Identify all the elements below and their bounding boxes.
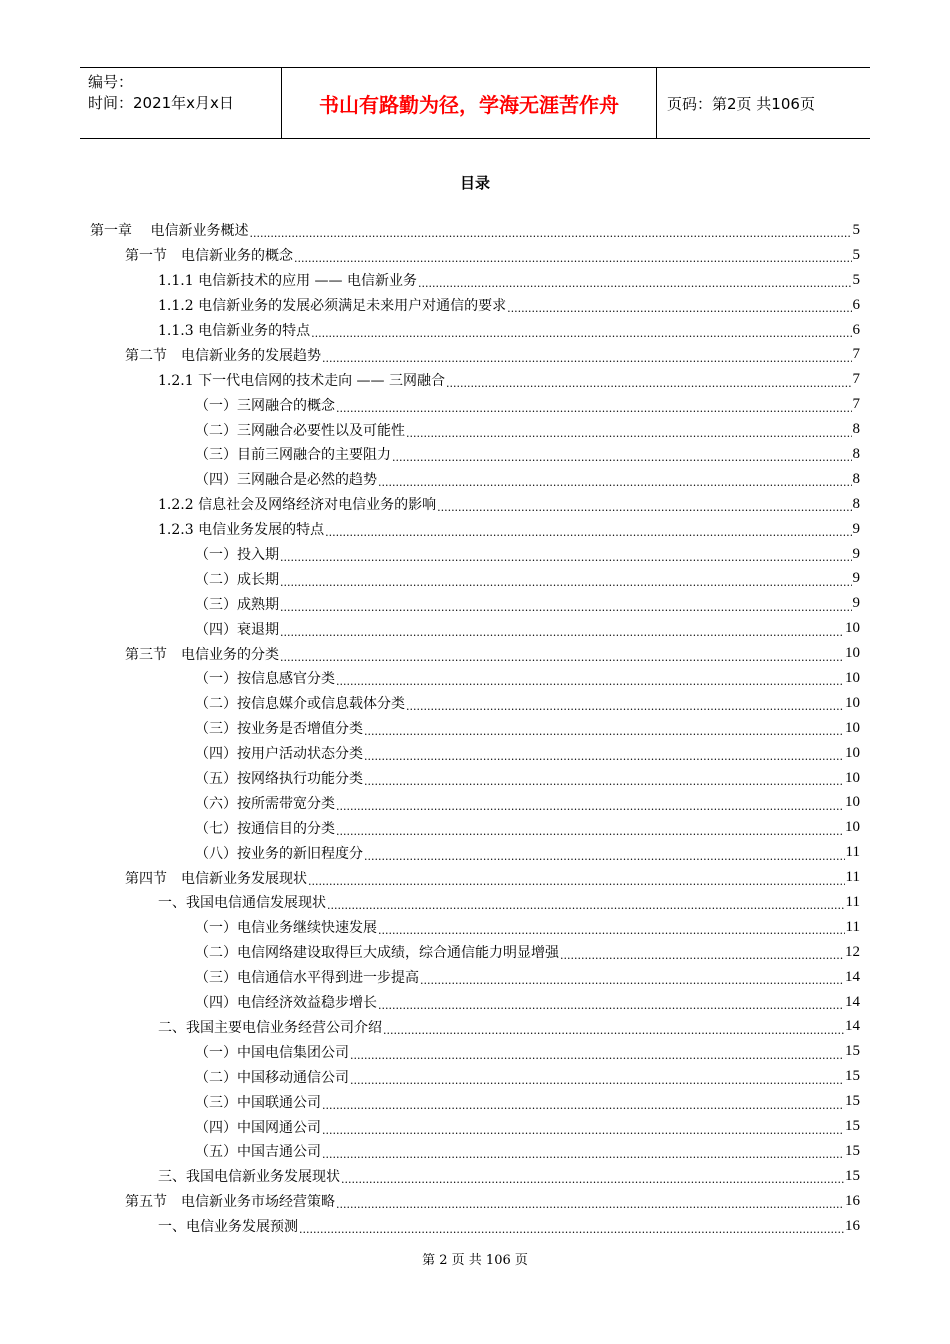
toc-entry-label: （五）中国吉通公司 <box>195 1144 321 1161</box>
toc-entry-label: （四）按用户活动状态分类 <box>195 746 363 763</box>
toc-leader-dots <box>336 798 844 814</box>
toc-entry[interactable] <box>90 666 860 691</box>
toc-leader-dots <box>336 400 852 416</box>
page-footer: 第 2 页 共 106 页 <box>422 1253 528 1268</box>
toc-entry[interactable] <box>90 566 860 591</box>
toc-entry[interactable] <box>90 766 860 791</box>
toc-entry-label: （四）电信经济效益稳步增长 <box>195 995 377 1012</box>
toc-leader-dots <box>350 1047 844 1063</box>
toc-entry[interactable] <box>90 1089 860 1114</box>
toc-leader-dots <box>336 673 844 689</box>
toc-leader-dots <box>446 375 852 391</box>
toc-entry[interactable] <box>90 268 860 293</box>
toc-entry-page: 10 <box>845 819 860 836</box>
number-label: 编号： <box>88 73 134 91</box>
toc-entry-label: （一）电信业务继续快速发展 <box>195 920 377 937</box>
toc-entry-label: 1.1.1 电信新技术的应用 —— 电信新业务 <box>158 273 417 290</box>
toc-entry[interactable] <box>90 641 860 666</box>
toc-entry[interactable] <box>90 392 860 417</box>
toc-entry-page: 11 <box>845 893 860 910</box>
toc-leader-dots <box>378 922 845 938</box>
toc-entry[interactable] <box>90 691 860 716</box>
toc-entry-page: 7 <box>852 371 860 388</box>
toc-entry-page: 16 <box>845 1217 860 1234</box>
toc-entry-label: 一、电信业务发展预测 <box>158 1219 298 1236</box>
toc-leader-dots <box>350 1072 844 1088</box>
toc-entry-page: 15 <box>845 1167 860 1184</box>
toc-leader-dots <box>378 997 844 1013</box>
toc-entry-label: （一）三网融合的概念 <box>195 397 335 414</box>
toc-leader-dots <box>364 773 844 789</box>
toc-entry[interactable] <box>90 218 860 243</box>
toc-leader-dots <box>308 873 845 889</box>
toc-entry-page: 11 <box>845 869 860 886</box>
toc-leader-dots <box>311 325 851 341</box>
toc-leader-dots <box>507 300 851 316</box>
toc-entry-label: （八）按业务的新旧程度分 <box>195 845 363 862</box>
toc-entry-label: （三）按业务是否增值分类 <box>195 721 363 738</box>
toc-entry[interactable] <box>90 890 860 915</box>
toc-leader-dots <box>336 823 844 839</box>
toc-entry-page: 15 <box>845 1093 860 1110</box>
toc-leader-dots <box>299 1221 844 1237</box>
toc-entry-label: （二）成长期 <box>195 571 279 588</box>
toc-leader-dots <box>364 848 845 864</box>
toc-entry[interactable] <box>90 915 860 940</box>
toc-entry-page: 8 <box>852 445 860 462</box>
toc-entry-label: 第三节 电信业务的分类 <box>125 646 279 663</box>
toc-leader-dots <box>322 1097 844 1113</box>
toc-leader-dots <box>383 1022 844 1038</box>
toc-entry-label: （四）衰退期 <box>195 621 279 638</box>
toc-entry-page: 15 <box>845 1118 860 1134</box>
toc-entry-page: 10 <box>845 794 860 811</box>
toc-entry[interactable] <box>90 318 860 343</box>
toc-entry-label: （一）投入期 <box>195 547 279 564</box>
toc-entry-page: 15 <box>845 1142 860 1159</box>
toc-entry[interactable] <box>90 367 860 392</box>
toc-leader-dots <box>280 549 852 565</box>
toc-entry[interactable] <box>90 1114 860 1139</box>
toc-entry-page: 9 <box>852 520 860 537</box>
toc-entry[interactable] <box>90 293 860 318</box>
toc-entry[interactable] <box>90 865 860 890</box>
toc-leader-dots <box>406 425 852 441</box>
toc-entry-page: 5 <box>852 246 860 263</box>
toc-entry-label: （七）按通信目的分类 <box>195 820 335 837</box>
toc-entry[interactable] <box>90 1164 860 1189</box>
toc-entry-page: 10 <box>845 694 860 711</box>
toc-leader-dots <box>378 474 852 490</box>
toc-entry[interactable] <box>90 790 860 815</box>
toc-entry-label: （六）按所需带宽分类 <box>195 795 335 812</box>
toc-title: 目录 <box>459 174 490 192</box>
toc-entry-label: （一）中国电信集团公司 <box>195 1044 349 1061</box>
toc-leader-dots <box>322 1122 844 1138</box>
toc-entry[interactable] <box>90 741 860 766</box>
toc-entry-page: 15 <box>845 1068 860 1085</box>
toc-entry-page: 6 <box>852 321 860 338</box>
toc-entry-page: 12 <box>845 943 860 960</box>
toc-leader-dots <box>406 698 844 714</box>
toc-entry[interactable] <box>90 990 860 1015</box>
toc-leader-dots <box>322 350 852 366</box>
toc-entry-label: 第四节 电信新业务发展现状 <box>125 870 307 887</box>
toc-entry-label: （三）中国联通公司 <box>195 1094 321 1111</box>
toc-entry[interactable] <box>90 840 860 865</box>
toc-entry-label: （三）成熟期 <box>195 596 279 613</box>
toc-entry[interactable] <box>90 492 860 517</box>
page-header <box>80 67 870 139</box>
toc-entry[interactable] <box>90 1189 860 1214</box>
toc-entry-label: 第一节 电信新业务的概念 <box>125 248 293 265</box>
toc-entry-page: 10 <box>845 645 860 662</box>
toc-entry-page: 10 <box>845 719 860 736</box>
header-page-info: 页码：第2页 共106页 <box>667 94 815 113</box>
toc-leader-dots <box>437 499 851 515</box>
toc-leader-dots <box>249 225 851 241</box>
toc-entry[interactable] <box>90 1214 860 1239</box>
toc-entry-page: 9 <box>852 545 860 562</box>
toc-entry-page: 10 <box>845 769 860 786</box>
toc-entry[interactable] <box>90 815 860 840</box>
toc-entry-page: 6 <box>852 296 860 313</box>
toc-leader-dots <box>294 250 852 266</box>
toc-entry-page: 10 <box>845 620 860 637</box>
toc-entry[interactable] <box>90 542 860 567</box>
toc-leader-dots <box>420 972 844 988</box>
toc-leader-dots <box>341 1171 844 1187</box>
toc-entry-page: 16 <box>845 1192 860 1209</box>
toc-leader-dots <box>280 599 852 615</box>
toc-entry-label: 一、我国电信通信发展现状 <box>158 895 326 912</box>
toc-entry-label: （二）三网融合必要性以及可能性 <box>195 422 405 439</box>
toc-leader-dots <box>560 947 844 963</box>
toc-entry[interactable] <box>90 1064 860 1089</box>
toc-entry-label: 1.1.2 电信新业务的发展必须满足未来用户对通信的要求 <box>158 298 507 315</box>
toc-leader-dots <box>364 748 844 764</box>
toc-entry[interactable] <box>90 940 860 965</box>
toc-entry-label: 1.2.1 下一代电信网的技术走向 —— 三网融合 <box>158 372 445 389</box>
toc-leader-dots <box>392 449 852 465</box>
toc-entry-label: 三、我国电信新业务发展现状 <box>158 1169 340 1186</box>
toc-entry-page: 8 <box>852 470 860 487</box>
toc-entry[interactable] <box>90 342 860 367</box>
toc-entry-page: 9 <box>852 570 860 587</box>
toc-leader-dots <box>364 723 844 739</box>
toc-entry-page: 11 <box>845 844 860 861</box>
header-meta <box>80 68 282 138</box>
header-motto: 书山有路勤为径，学海无涯苦作舟 <box>282 68 657 138</box>
toc-entry-page: 14 <box>845 1018 860 1035</box>
toc-entry-label: 1.1.3 电信新业务的特点 <box>158 323 311 339</box>
toc-leader-dots <box>336 1196 844 1212</box>
toc-entry-label: （五）按网络执行功能分类 <box>195 771 363 788</box>
toc-entry-label: （二）中国移动通信公司 <box>195 1069 349 1086</box>
toc-entry-label: （二）电信网络建设取得巨大成绩，综合通信能力明显增强 <box>195 945 559 962</box>
toc-leader-dots <box>327 897 845 913</box>
time-label: 时间：2021年x月x日 <box>88 94 234 112</box>
toc-entry-page: 7 <box>852 346 860 363</box>
toc-entry-label: （三）电信通信水平得到进一步提高 <box>195 970 419 987</box>
toc-entry-page: 10 <box>845 669 860 686</box>
toc-entry[interactable] <box>90 716 860 741</box>
toc-entry-label: 第五节 电信新业务市场经营策略 <box>125 1194 335 1211</box>
toc-entry[interactable] <box>90 616 860 641</box>
toc-entry-label: （二）按信息媒介或信息载体分类 <box>195 696 405 713</box>
toc-entry-page: 8 <box>852 495 860 512</box>
toc-entry[interactable] <box>90 1015 860 1040</box>
toc-entry-page: 7 <box>852 396 860 413</box>
toc-entry[interactable] <box>90 1039 860 1064</box>
toc-entry-label: （一）按信息感官分类 <box>195 671 335 688</box>
toc-entry[interactable] <box>90 1139 860 1164</box>
toc-entry-label: （四）三网融合是必然的趋势 <box>195 472 377 489</box>
toc-entry-page: 14 <box>845 968 860 985</box>
table-of-contents <box>90 218 860 1239</box>
toc-entry-label: 第一章 电信新业务概述 <box>90 223 249 240</box>
toc-entry-label: 1.2.2 信息社会及网络经济对电信业务的影响 <box>158 497 437 514</box>
toc-leader-dots <box>418 275 852 291</box>
toc-entry[interactable] <box>90 442 860 467</box>
toc-entry[interactable] <box>90 591 860 616</box>
toc-entry[interactable] <box>90 417 860 442</box>
toc-leader-dots <box>280 624 844 640</box>
toc-entry[interactable] <box>90 467 860 492</box>
toc-entry-label: 1.2.3 电信业务发展的特点 <box>158 522 325 539</box>
toc-leader-dots <box>280 574 852 590</box>
toc-entry-page: 10 <box>845 744 860 761</box>
toc-entry-label: （三）目前三网融合的主要阻力 <box>195 447 391 464</box>
toc-entry-label: 二、我国主要电信业务经营公司介绍 <box>158 1019 382 1036</box>
toc-entry-page: 5 <box>852 221 860 238</box>
toc-entry[interactable] <box>90 517 860 542</box>
toc-entry-page: 5 <box>852 271 860 288</box>
toc-entry-page: 9 <box>852 595 860 612</box>
toc-entry[interactable] <box>90 243 860 268</box>
toc-leader-dots <box>325 524 851 540</box>
toc-entry-page: 14 <box>845 993 860 1010</box>
toc-leader-dots <box>280 649 844 665</box>
toc-entry[interactable] <box>90 965 860 990</box>
toc-entry-label: 第二节 电信新业务的发展趋势 <box>125 347 321 364</box>
toc-entry-page: 15 <box>845 1043 860 1060</box>
toc-leader-dots <box>322 1146 844 1162</box>
toc-entry-page: 8 <box>852 421 860 438</box>
toc-entry-page: 11 <box>845 918 860 935</box>
toc-entry-label: （四）中国网通公司 <box>195 1119 321 1136</box>
